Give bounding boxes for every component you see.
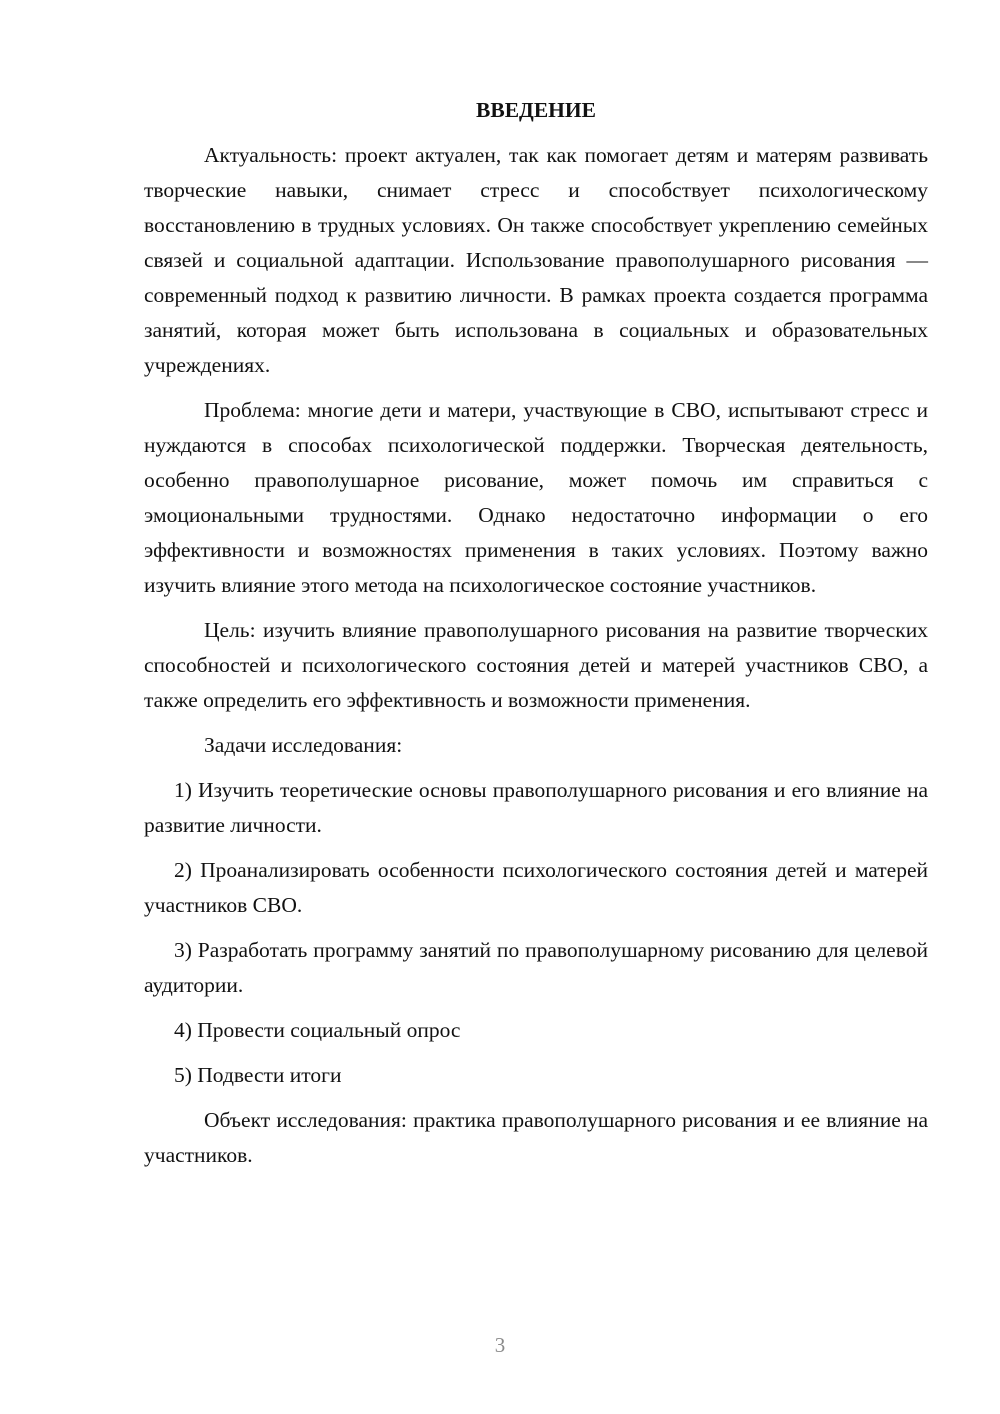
task-item-5: 5) Подвести итоги — [174, 1063, 342, 1087]
page-content — [144, 93, 928, 1183]
paragraph-problem: Проблема: многие дети и матери, участвующие в СВО, испытывают стресс и нуждаются в способах психологической поддержки. Творческая деятельность, особенно правополушарное рисование, может помочь им справиться с эмоциональными трудностями. Однако недостаточно информации о его эффективности и возможностях применения в таких условиях. Поэтому важно изучить влияние этого метода на психологическое состояние участников. — [144, 398, 928, 597]
paragraph-relevance: Актуальность: проект актуален, так как помогает детям и матерям развивать творческие навыки, снимает стресс и способствует психологическому восстановлению в трудных условиях. Он также способствует укреплению семейных связей и социальной адаптации. Использование правополушарного рисования — современный подход к развитию личности. В рамках проекта создается программа занятий, которая может быть использована в социальных и образовательных учреждениях. — [144, 143, 928, 377]
task-item-1: 1) Изучить теоретические основы правополушарного рисования и его влияние на развитие личности. — [144, 778, 928, 837]
tasks-title: Задачи исследования: — [204, 733, 403, 757]
task-item-3: 3) Разработать программу занятий по правополушарному рисованию для целевой аудитории. — [144, 938, 928, 997]
paragraph-goal: Цель: изучить влияние правополушарного рисования на развитие творческих способностей и психологического состояния детей и матерей участников СВО, а также определить его эффективность и возможности применения. — [144, 618, 928, 712]
task-item-2: 2) Проанализировать особенности психологического состояния детей и матерей участников СВО. — [144, 858, 928, 917]
task-item-4: 4) Провести социальный опрос — [174, 1018, 461, 1042]
paragraph-object: Объект исследования: практика правополушарного рисования и ее влияние на участников. — [144, 1108, 928, 1167]
page-title: ВВЕДЕНИЕ — [476, 98, 596, 122]
page-number: 3 — [494, 1333, 506, 1357]
